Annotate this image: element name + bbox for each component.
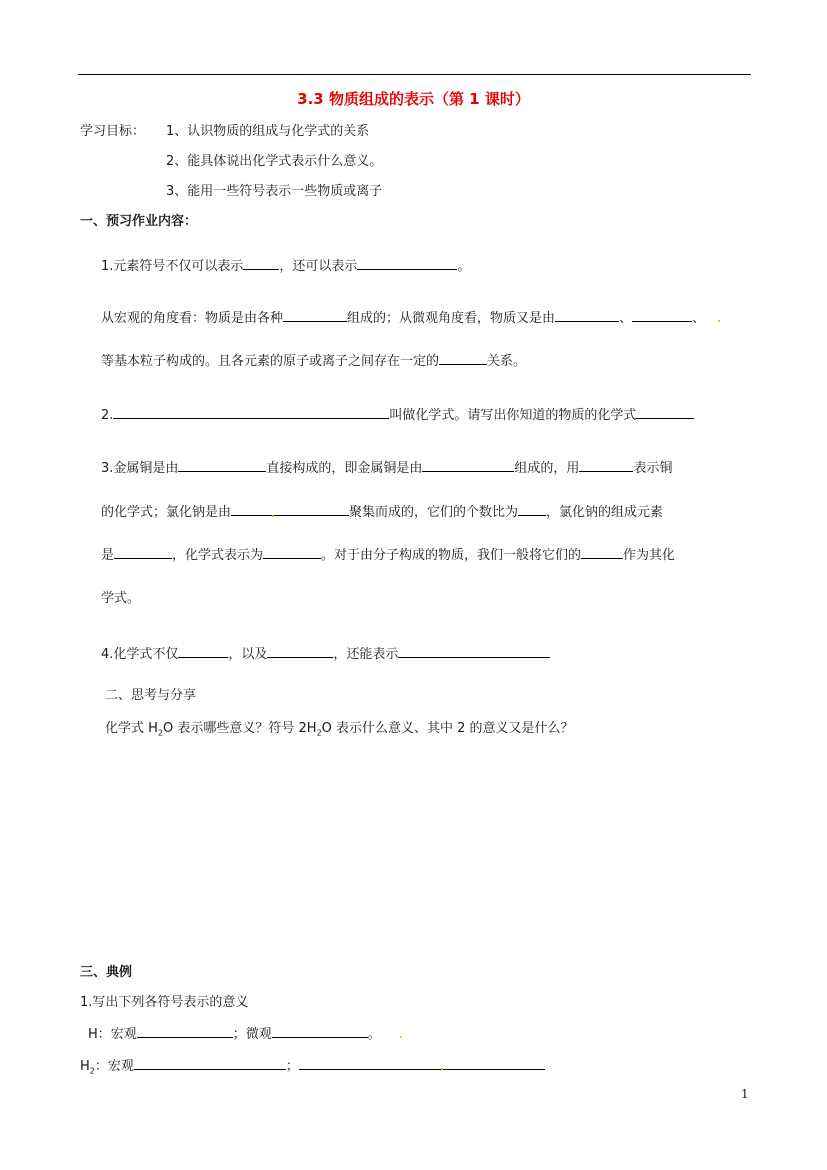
- objective-3: 3、能用一些符号表示一些物质或离子: [166, 184, 383, 199]
- answer-blank[interactable]: [114, 546, 172, 559]
- speck: [441, 1068, 443, 1070]
- answer-blank[interactable]: [178, 459, 266, 472]
- paragraph-macro-micro: 从宏观的角度看：物质是由各种 组成的；从微观角度看，物质又是由 、 、: [101, 311, 706, 326]
- answer-blank[interactable]: [632, 309, 692, 322]
- objective-2: 2、能具体说出化学式表示什么意义。: [166, 154, 383, 169]
- header-rule: [78, 74, 751, 75]
- example-question-1: 1.写出下列各符号表示的意义: [80, 995, 249, 1010]
- page-title: 3.3 物质组成的表示（第 1 课时）: [297, 90, 530, 108]
- question-2: 2. 叫做化学式。请写出你知道的物质的化学式: [101, 406, 694, 425]
- answer-blank[interactable]: [579, 459, 633, 472]
- answer-blank[interactable]: [231, 503, 349, 516]
- example-h: H：宏观 ；微观 。: [88, 1027, 381, 1042]
- answer-blank[interactable]: [137, 1025, 233, 1038]
- page-number: 1: [741, 1087, 749, 1101]
- question-3-line-2: 的化学式；氯化钠是由 聚集而成的，它们的个数比为 ，氯化钠的组成元素: [101, 505, 664, 520]
- section-1-heading: 一、预习作业内容：: [80, 214, 198, 229]
- speck: [272, 515, 274, 517]
- answer-blank[interactable]: [555, 309, 619, 322]
- answer-blank[interactable]: [357, 257, 457, 270]
- example-h2: $H_2$：宏观 ；: [80, 1057, 545, 1081]
- answer-blank[interactable]: [134, 1057, 286, 1070]
- answer-blank[interactable]: [243, 257, 279, 270]
- question-4: 4.化学式不仅 ，以及 ，还能表示: [101, 645, 550, 664]
- answer-blank[interactable]: [283, 309, 347, 322]
- question-3-line-3: 是 ，化学式表示为 。对于由分子构成的物质，我们一般将它们的 作为其化: [101, 548, 676, 563]
- answer-blank[interactable]: [398, 645, 550, 658]
- answer-blank[interactable]: [422, 459, 514, 472]
- speck: [718, 320, 720, 322]
- answer-blank[interactable]: [299, 1057, 545, 1070]
- objective-1: 1、认识物质的组成与化学式的关系: [166, 124, 370, 139]
- answer-blank[interactable]: [263, 546, 321, 559]
- answer-blank[interactable]: [178, 645, 228, 658]
- paragraph-particles: 等基本粒子构成的。且各元素的原子或离子之间存在一定的 关系。: [101, 354, 527, 369]
- answer-blank[interactable]: [272, 1025, 368, 1038]
- section-2-question: 化学式 $H_2O$ 表示哪些意义？符号 $2H_2O$ 表示什么意义、其中 2 的意义又是什么？: [105, 721, 574, 738]
- answer-blank[interactable]: [636, 406, 694, 419]
- section-2-heading: 二、思考与分享: [105, 688, 197, 703]
- answer-blank[interactable]: [581, 546, 623, 559]
- section-3-heading: 三、典例: [80, 965, 133, 980]
- answer-blank[interactable]: [518, 503, 546, 516]
- question-3-line-1: 3.金属铜是由 直接构成的，即金属铜是由 组成的，用 表示铜: [101, 461, 673, 476]
- speck: [400, 1036, 402, 1038]
- answer-blank[interactable]: [113, 406, 389, 419]
- question-1: 1.元素符号不仅可以表示 ，还可以表示 。: [101, 259, 471, 274]
- objectives-label: 学习目标：: [80, 124, 146, 139]
- answer-blank[interactable]: [267, 645, 333, 658]
- answer-blank[interactable]: [439, 352, 487, 365]
- question-3-line-4: 学式。: [101, 591, 141, 606]
